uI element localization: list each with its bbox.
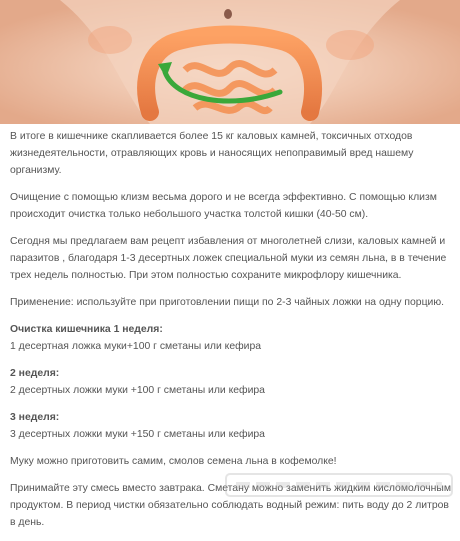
organ-right <box>326 30 374 60</box>
paragraph-breakfast: Принимайте эту смесь вместо завтрака. Сметану можно заменить жидким кисломолочным продуктом. В период чистки обязательно соблюдать водный режим: пить воду до 2 литров в день. <box>10 483 452 528</box>
intestine-drawing <box>0 0 460 124</box>
article-body <box>10 128 456 541</box>
week-1-text: 1 десертная ложка муки+100 г сметаны или кефира <box>10 341 262 352</box>
intestine-illustration <box>0 0 460 124</box>
paragraph-recipe: Сегодня мы предлагаем вам рецепт избавления от многолетней слизи, каловых камней и паразитов , благодаря 1-3 десертных ложек специальной муки из семян льна, в в течение трех недель полностью. При этом полностью сохраните микрофлору кишечника. <box>10 236 447 281</box>
week-2-text: 2 десертных ложки муки +100 г сметаны или кефира <box>10 385 265 396</box>
week-3-text: 3 десертных ложки муки +150 г сметаны или кефира <box>10 429 265 440</box>
paragraph-usage: Применение: используйте при приготовлении пищи по 2-3 чайных ложки на одну порцию. <box>10 297 445 308</box>
organ-left <box>88 26 132 54</box>
paragraph-grind: Муку можно приготовить самим, смолов семена льна в кофемолке! <box>10 456 337 467</box>
week-3-title: 3 неделя: <box>10 412 60 423</box>
paragraph-enemas: Очищение с помощью клизм весьма дорого и не всегда эффективно. С помощью клизм происходит очистка только небольшого участка толстой кишки (40-50 см). <box>10 192 437 220</box>
week-1-title: Очистка кишечника 1 неделя: <box>10 324 163 335</box>
navel-mark <box>224 9 232 19</box>
week-2-title: 2 неделя: <box>10 368 60 379</box>
paragraph-stones: В итоге в кишечнике скапливается более 15 кг каловых камней, токсичных отходов жизнедеятельности, отравляющих кровь и наносящих непоправимый вред нашему организму. <box>10 131 414 176</box>
